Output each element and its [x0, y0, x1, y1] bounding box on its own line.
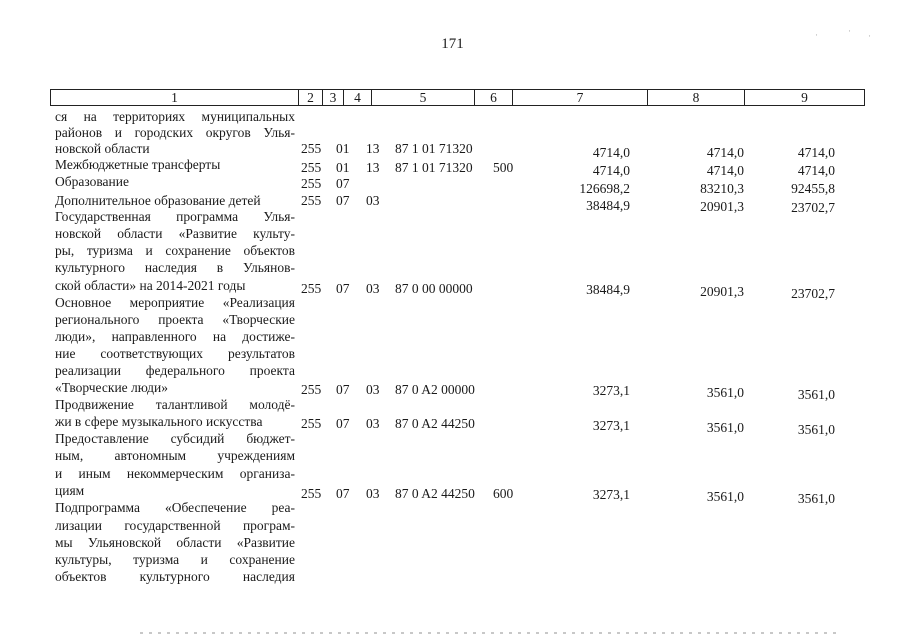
- cell-code-4: 03: [366, 281, 380, 296]
- desc-line: Подпрограмма «Обеспечение реа-: [55, 500, 295, 515]
- cell-value-8: 83210,3: [700, 181, 744, 196]
- scan-speck: ·: [868, 31, 871, 41]
- cell-code-2: 255: [301, 382, 322, 397]
- cell-value-7: 3273,1: [592, 418, 630, 433]
- cell-code-3: 07: [336, 416, 350, 431]
- cell-code-2: 255: [301, 486, 322, 501]
- header-col-4: 4: [344, 90, 372, 105]
- cell-value-9: 23702,7: [791, 200, 835, 215]
- desc-line: Предоставление субсидий бюджет-: [55, 431, 295, 446]
- scan-speck: ·: [815, 30, 818, 40]
- cell-code-6: 600: [493, 486, 514, 501]
- scan-noise: [140, 632, 840, 634]
- cell-value-7: 38484,9: [586, 198, 630, 213]
- cell-code-3: 07: [336, 382, 350, 397]
- desc-line: мы Ульяновской области «Развитие: [55, 535, 295, 550]
- header-col-8: 8: [648, 90, 745, 105]
- desc-line: новской области «Развитие культу-: [55, 226, 295, 241]
- cell-value-7: 4714,0: [592, 163, 630, 178]
- cell-code-4: 03: [366, 486, 380, 501]
- cell-value-9: 92455,8: [791, 181, 835, 196]
- desc-line: культурного наследия в Ульянов-: [55, 260, 295, 275]
- cell-value-8: 20901,3: [700, 284, 744, 299]
- cell-value-8: 3561,0: [706, 489, 744, 504]
- desc-line: и иным некоммерческим организа-: [55, 466, 295, 481]
- desc-line: Продвижение талантливой молодё-: [55, 397, 295, 412]
- cell-value-7: 3273,1: [592, 383, 630, 398]
- cell-code-2: 255: [301, 141, 322, 156]
- cell-value-9: 23702,7: [791, 286, 835, 301]
- desc-line: ры, туризма и сохранение объектов: [55, 243, 295, 258]
- scan-speck: ·: [848, 26, 851, 36]
- header-col-3: 3: [323, 90, 344, 105]
- cell-code-5: 87 0 A2 44250: [395, 486, 475, 501]
- desc-line: лизации государственной програм-: [55, 518, 295, 533]
- cell-code-5: 87 0 00 00000: [395, 281, 473, 296]
- cell-code-2: 255: [301, 281, 322, 296]
- cell-code-5: 87 0 A2 44250: [395, 416, 475, 431]
- cell-value-9: 4714,0: [797, 145, 835, 160]
- header-col-6: 6: [475, 90, 513, 105]
- desc-line: районов и городских округов Улья-: [55, 125, 295, 140]
- desc-line: люди», направленного на достиже-: [55, 329, 295, 344]
- cell-code-3: 01: [336, 141, 350, 156]
- cell-value-8: 3561,0: [706, 385, 744, 400]
- cell-code-3: 01: [336, 160, 350, 175]
- desc-line: циям: [55, 483, 85, 498]
- cell-code-5: 87 1 01 71320: [395, 160, 473, 175]
- desc-line: реализации федерального проекта: [55, 363, 295, 378]
- header-col-5: 5: [372, 90, 475, 105]
- desc-line: жи в сфере музыкального искусства: [55, 414, 263, 429]
- desc-line: ся на территориях муниципальных: [55, 109, 295, 124]
- cell-code-2: 255: [301, 416, 322, 431]
- cell-value-8: 3561,0: [706, 420, 744, 435]
- cell-code-2: 255: [301, 176, 322, 191]
- cell-value-9: 3561,0: [797, 387, 835, 402]
- desc-line: Дополнительное образование детей: [55, 193, 261, 208]
- cell-value-7: 38484,9: [586, 282, 630, 297]
- cell-code-4: 13: [366, 141, 380, 156]
- desc-line: Межбюджетные трансферты: [55, 157, 221, 172]
- cell-code-3: 07: [336, 281, 350, 296]
- cell-code-3: 07: [336, 176, 350, 191]
- cell-value-8: 4714,0: [706, 163, 744, 178]
- desc-line: ным, автономным учреждениям: [55, 448, 295, 463]
- cell-value-9: 3561,0: [797, 491, 835, 506]
- header-col-1: 1: [51, 90, 299, 105]
- cell-value-7: 3273,1: [592, 487, 630, 502]
- cell-code-4: 03: [366, 382, 380, 397]
- desc-line: регионального проекта «Творческие: [55, 312, 295, 327]
- cell-code-4: 13: [366, 160, 380, 175]
- cell-value-7: 4714,0: [592, 145, 630, 160]
- cell-value-7: 126698,2: [579, 181, 630, 196]
- desc-line: Основное мероприятие «Реализация: [55, 295, 295, 310]
- cell-value-9: 3561,0: [797, 422, 835, 437]
- cell-value-9: 4714,0: [797, 163, 835, 178]
- header-col-2: 2: [299, 90, 323, 105]
- page-number: 171: [441, 36, 464, 52]
- cell-value-8: 4714,0: [706, 145, 744, 160]
- table-header-row: [50, 89, 865, 106]
- desc-line: ской области» на 2014-2021 годы: [55, 278, 246, 293]
- cell-code-2: 255: [301, 193, 322, 208]
- desc-line: новской области: [55, 141, 150, 156]
- cell-code-2: 255: [301, 160, 322, 175]
- header-col-7: 7: [513, 90, 648, 105]
- header-col-9: 9: [801, 90, 808, 105]
- cell-value-8: 20901,3: [700, 199, 744, 214]
- cell-code-3: 07: [336, 193, 350, 208]
- cell-code-6: 500: [493, 160, 514, 175]
- desc-line: ние соответствующих результатов: [55, 346, 295, 361]
- cell-code-5: 87 0 A2 00000: [395, 382, 475, 397]
- desc-line: Образование: [55, 174, 129, 189]
- cell-code-4: 03: [366, 416, 380, 431]
- cell-code-5: 87 1 01 71320: [395, 141, 473, 156]
- desc-line: Государственная программа Улья-: [55, 209, 295, 224]
- desc-line: культуры, туризма и сохранение: [55, 552, 295, 567]
- cell-code-4: 03: [366, 193, 380, 208]
- cell-code-3: 07: [336, 486, 350, 501]
- desc-line: объектов культурного наследия: [55, 569, 295, 584]
- desc-line: «Творческие люди»: [55, 380, 169, 395]
